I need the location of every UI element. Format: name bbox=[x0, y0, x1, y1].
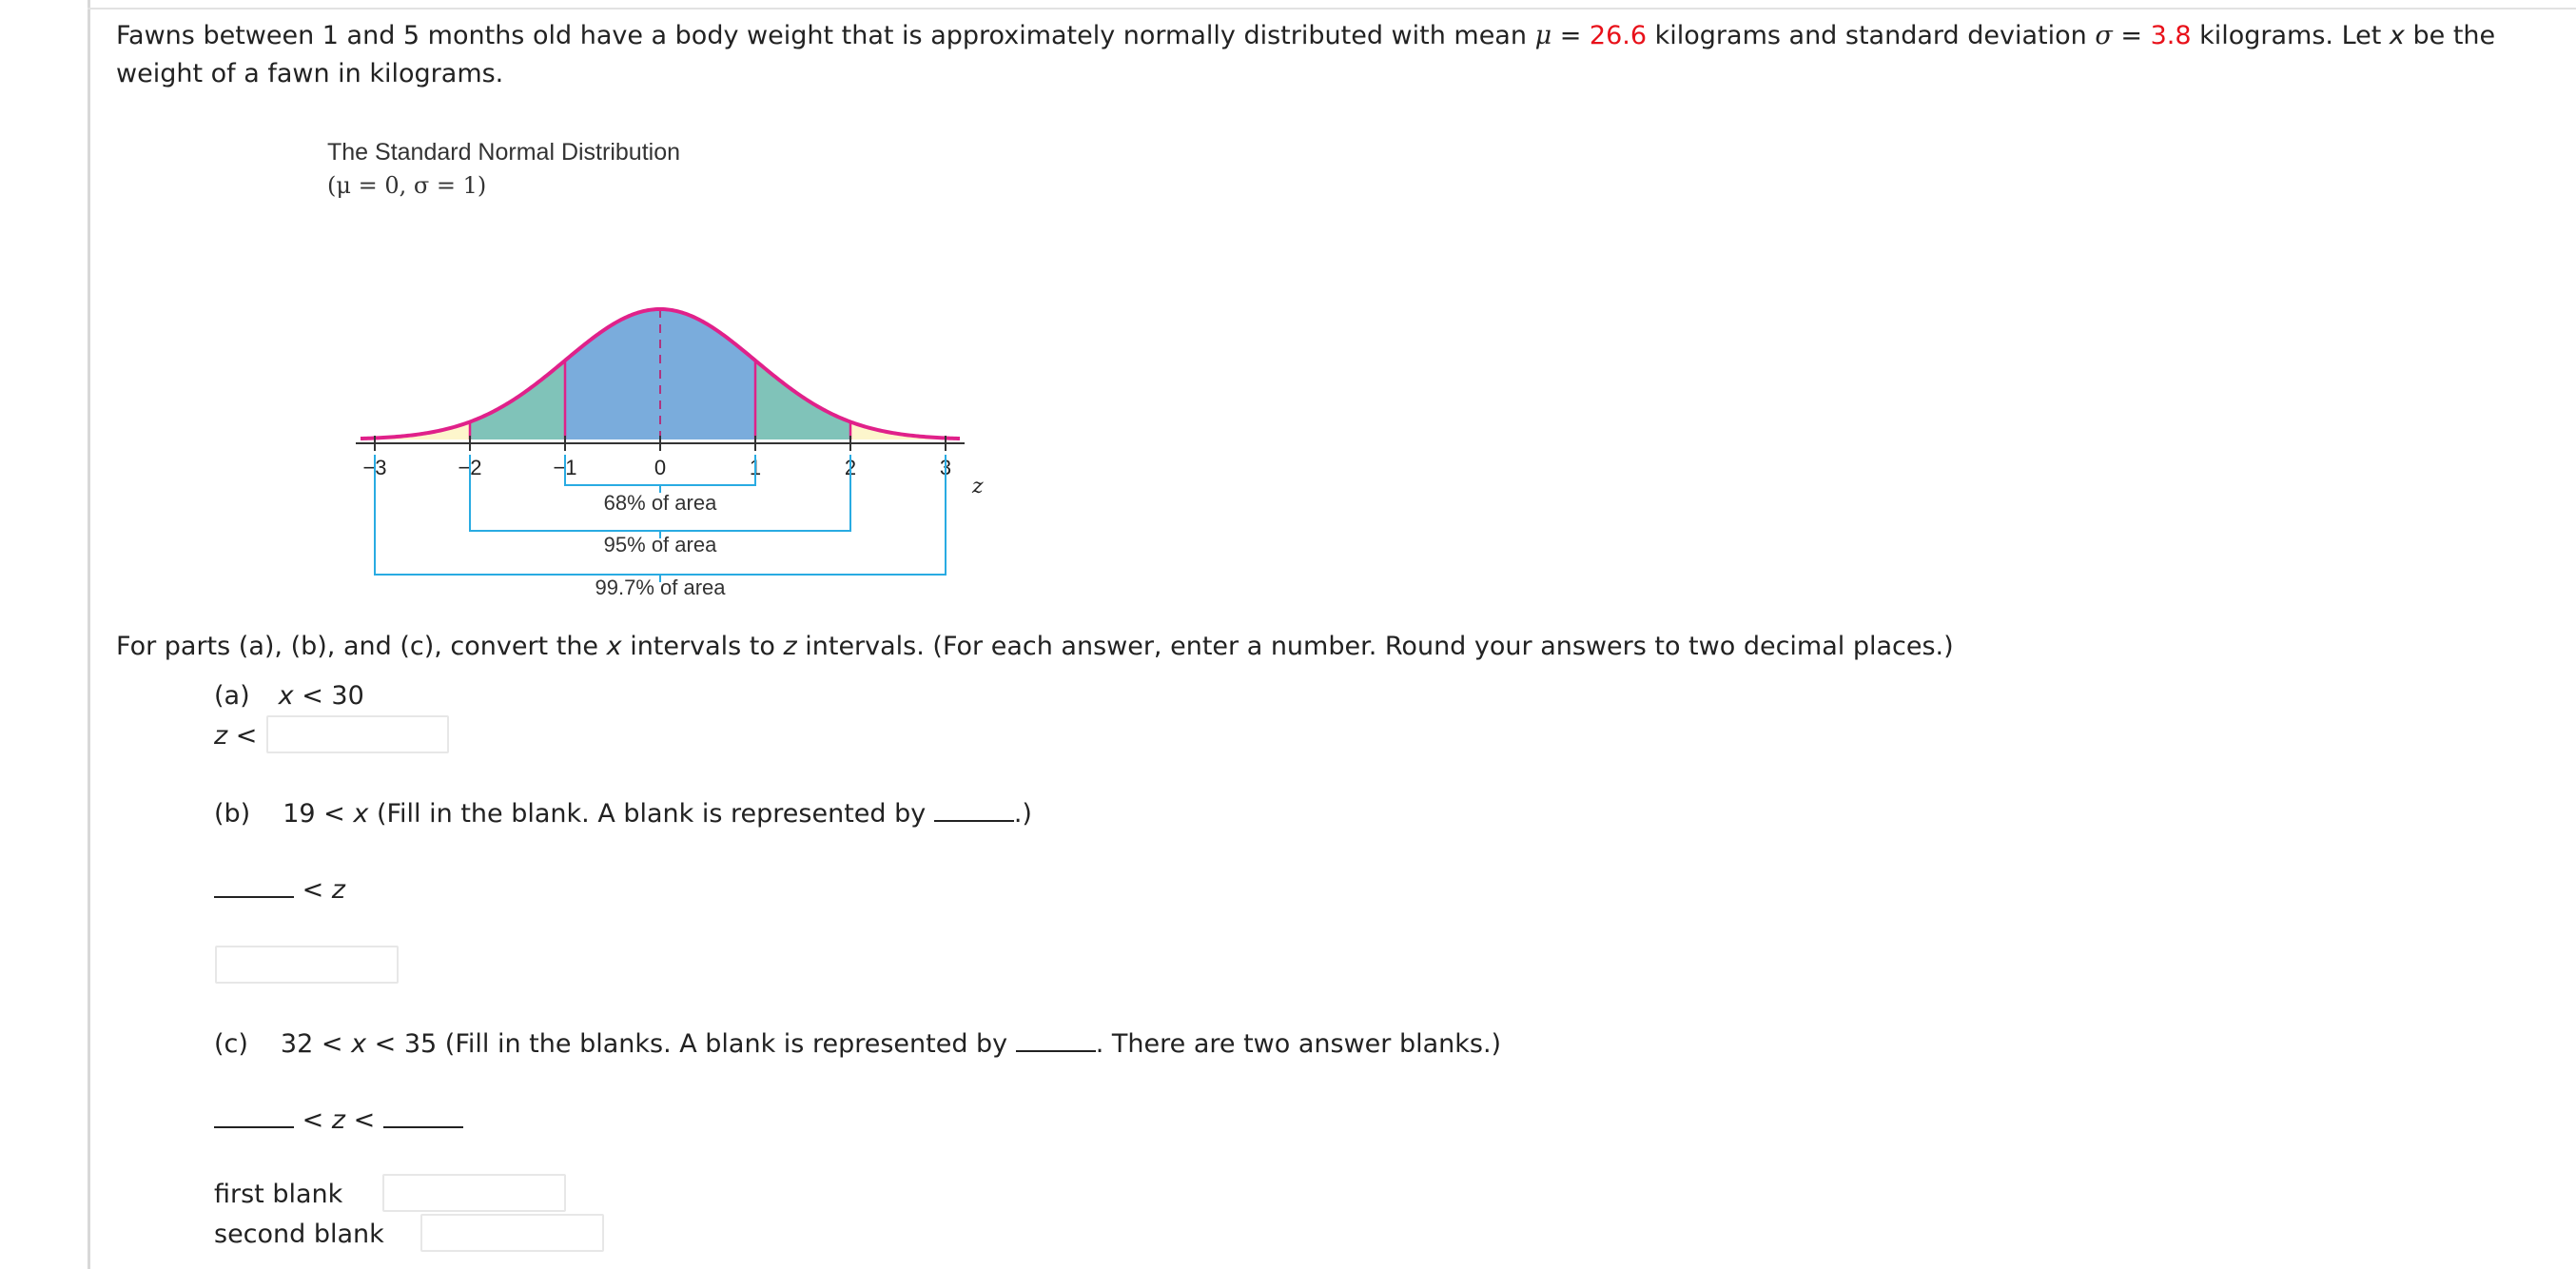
problem-text-1: Fawns between 1 and 5 months old have a body weight that is approximately normally distributed with mean bbox=[116, 21, 1535, 50]
equals-1: = bbox=[1551, 21, 1590, 50]
part-a-question bbox=[214, 677, 364, 715]
part-a-answer-input[interactable] bbox=[266, 715, 449, 753]
part-c-condition-end: < 35 (Fill in the blanks. A blank is represented by bbox=[366, 1029, 1016, 1059]
part-b-x: x bbox=[353, 799, 369, 829]
figure-subtitle: (μ = 0, σ = 1) bbox=[327, 172, 487, 199]
part-c-question bbox=[214, 1025, 1501, 1064]
part-a-label: (a) bbox=[214, 681, 250, 711]
part-a-x: x bbox=[278, 681, 294, 711]
mu-symbol: μ bbox=[1534, 21, 1552, 50]
instructions-text-1: For parts (a), (b), and (c), convert the bbox=[116, 632, 607, 661]
part-c-blank-right bbox=[383, 1105, 463, 1128]
area-997-label: 99.7% of area bbox=[595, 576, 726, 599]
area-68-label: 68% of area bbox=[603, 491, 717, 515]
tick-label-3: 3 bbox=[939, 456, 952, 479]
tick-label-neg3: −3 bbox=[362, 456, 387, 479]
figure-title: The Standard Normal Distribution bbox=[327, 139, 680, 166]
part-c-first-blank-input[interactable] bbox=[382, 1174, 566, 1212]
part-c-second-blank-input[interactable] bbox=[420, 1214, 604, 1252]
part-a-answer-prefix bbox=[214, 717, 257, 755]
z-tick-labels bbox=[362, 456, 951, 479]
second-blank-label: second blank bbox=[214, 1220, 384, 1249]
instructions bbox=[116, 628, 1954, 666]
instructions-text-2: intervals to bbox=[621, 632, 784, 661]
part-b-note: (Fill in the blank. A blank is represented by bbox=[368, 799, 934, 829]
part-c-z: z bbox=[331, 1105, 345, 1135]
part-b-z: z bbox=[331, 875, 345, 905]
tick-label-2: 2 bbox=[844, 456, 857, 479]
problem-text-2: kilograms and standard deviation bbox=[1647, 21, 2096, 50]
instructions-text-3: intervals. (For each answer, enter a number. Round your answers to two decimal places.) bbox=[796, 632, 1954, 661]
problem-statement bbox=[116, 17, 2551, 93]
normal-distribution-figure bbox=[314, 131, 999, 616]
part-b-label: (b) bbox=[214, 799, 251, 829]
part-c-condition: 32 < bbox=[280, 1029, 352, 1059]
problem-text-3: kilograms. Let bbox=[2191, 21, 2390, 50]
instructions-z: z bbox=[783, 632, 797, 661]
instructions-x: x bbox=[606, 632, 622, 661]
part-a-condition: < 30 bbox=[293, 681, 364, 711]
part-b-question bbox=[214, 795, 1032, 833]
normal-curve-diagram bbox=[314, 131, 999, 616]
part-b-condition: 19 < bbox=[283, 799, 354, 829]
part-c-lt-1: < bbox=[294, 1105, 332, 1135]
part-b-note-end: .) bbox=[1013, 799, 1032, 829]
mean-value: 26.6 bbox=[1589, 21, 1648, 50]
tick-label-1: 1 bbox=[749, 456, 762, 479]
sigma-symbol: σ bbox=[2095, 21, 2113, 50]
z-axis-label: z bbox=[972, 475, 984, 498]
blank-indicator bbox=[934, 799, 1014, 822]
part-c-blank-left bbox=[214, 1105, 294, 1128]
sd-value: 3.8 bbox=[2150, 21, 2192, 50]
problem-text-4: be the weight of a fawn in kilograms. bbox=[116, 21, 2496, 88]
part-c-x: x bbox=[351, 1029, 367, 1059]
tick-label-neg2: −2 bbox=[458, 456, 482, 479]
part-a-z: z bbox=[214, 721, 228, 751]
part-b-z-expression bbox=[214, 871, 345, 909]
part-c-label: (c) bbox=[214, 1029, 248, 1059]
part-c-note-end: . There are two answer blanks.) bbox=[1095, 1029, 1502, 1059]
page-top-border bbox=[88, 8, 2576, 10]
tick-label-neg1: −1 bbox=[553, 456, 577, 479]
tick-label-0: 0 bbox=[654, 456, 667, 479]
part-a-lt: < bbox=[227, 721, 258, 751]
part-c-z-expression bbox=[214, 1102, 463, 1140]
part-b-blank bbox=[214, 875, 294, 898]
area-95-label: 95% of area bbox=[603, 533, 717, 556]
blank-indicator-c bbox=[1016, 1029, 1096, 1052]
x-symbol: x bbox=[2389, 21, 2405, 50]
part-b-answer-input[interactable] bbox=[215, 946, 399, 984]
first-blank-label: first blank bbox=[214, 1180, 343, 1209]
part-c-lt-2: < bbox=[344, 1105, 383, 1135]
page-left-border bbox=[88, 0, 90, 1269]
equals-2: = bbox=[2112, 21, 2151, 50]
part-b-lt: < bbox=[294, 875, 332, 905]
